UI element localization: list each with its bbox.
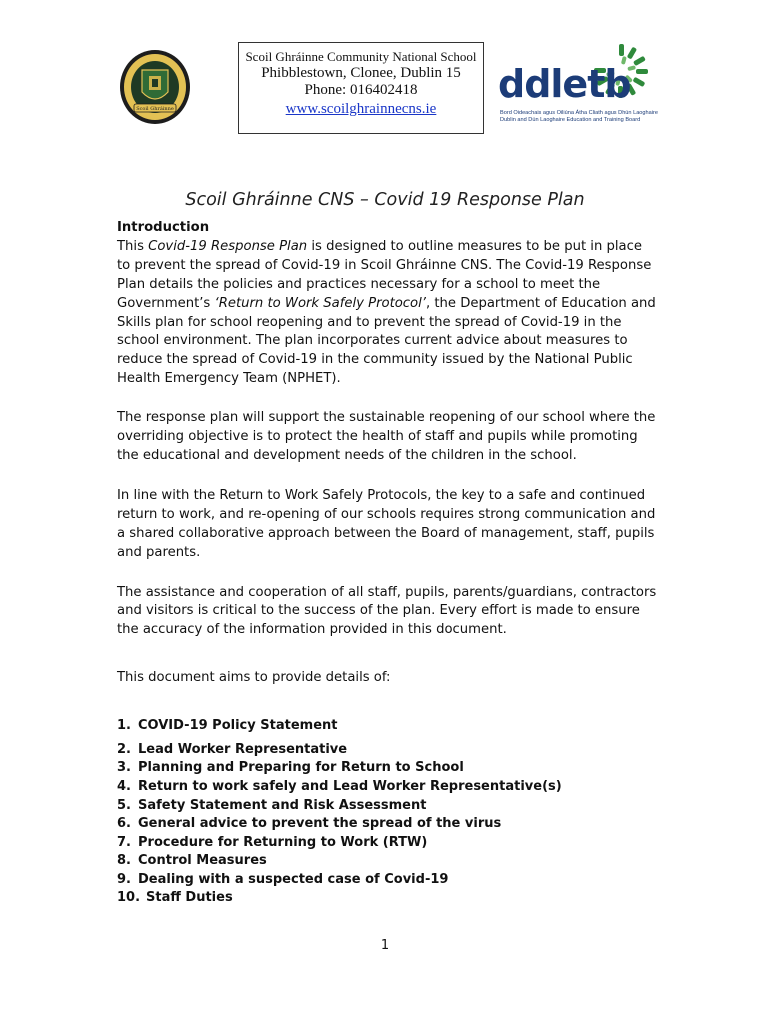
aims-list-item: 6. General advice to prevent the spread of the virus bbox=[117, 816, 502, 832]
school-website-link[interactable]: www.scoilghrainnecns.ie bbox=[285, 101, 437, 117]
intro-paragraph-4: The assistance and cooperation of all staff, pupils, parents/guardians, contractors and visitors is critical to the success of the plan. Every effort is made to ensure the accuracy of the information provided in this document. bbox=[117, 584, 657, 638]
aims-list-item: 1. COVID-19 Policy Statement bbox=[117, 718, 338, 734]
school-name: Scoil Ghráinne Community National School bbox=[245, 49, 477, 64]
etb-subtitle-irish: Bord Oideachais agus Oiliúna Átha Cliath agus Dhún Laoghaire bbox=[500, 110, 658, 116]
intro-paragraph-3: In line with the Return to Work Safely Protocols, the key to a safe and continued return to work, and re-opening of our schools requires strong communication and a shared collaborative approach between the Board of management, staff, pupils and parents. bbox=[117, 487, 656, 560]
document-body bbox=[117, 219, 657, 908]
school-address: Phibblestown, Clonee, Dublin 15 bbox=[261, 65, 461, 81]
crest-label: Scoil Ghráinne bbox=[136, 106, 174, 112]
school-phone: Phone: 016402418 bbox=[304, 82, 418, 98]
aims-list-item: 10. Staff Duties bbox=[117, 890, 233, 906]
ddletb-logo bbox=[496, 40, 658, 130]
aims-list-item: 8. Control Measures bbox=[117, 853, 267, 869]
intro-paragraph-2: The response plan will support the sustainable reopening of our school where the overriding objective is to protect the health of staff and pupils while promoting the educational and development needs of the children in the school. bbox=[117, 410, 656, 463]
school-address-box bbox=[238, 42, 484, 134]
etb-subtitle-english: Dublin and Dún Laoghaire Education and Training Board bbox=[500, 117, 641, 123]
aims-list-item: 3. Planning and Preparing for Return to School bbox=[117, 760, 464, 776]
aims-list-item: 4. Return to work safely and Lead Worker Representative(s) bbox=[117, 778, 562, 794]
intro-paragraph-1: This Covid-19 Response Plan is designed to outline measures to be put in place to prevent the spread of Covid-19 in Scoil Ghráinne CNS. The Covid-19 Response Plan details the policies and practices necessary for a school to meet the Government’s ‘Return to Work Safely Protocol’, the Department of Education and Skills plan for school reopening and to prevent the spread of Covid-19 in the school environment. The plan incorporates current advice about measures to reduce the spread of Covid-19 in the community issued by the National Public Health Emergency Team (NPHET). bbox=[117, 238, 656, 387]
aims-list-item: 2. Lead Worker Representative bbox=[117, 741, 348, 757]
intro-heading: Introduction bbox=[117, 220, 210, 235]
page-number: 1 bbox=[380, 938, 390, 953]
aims-list-item: 7. Procedure for Returning to Work (RTW) bbox=[117, 834, 428, 850]
intro-paragraph-5: This document aims to provide details of: bbox=[117, 670, 391, 686]
school-crest-logo bbox=[118, 48, 192, 126]
document-title: Scoil Ghráinne CNS – Covid 19 Response Plan bbox=[185, 190, 585, 210]
etb-logo-text: ddletb bbox=[498, 62, 631, 106]
aims-list bbox=[117, 717, 657, 908]
aims-list-item: 9. Dealing with a suspected case of Covid-19 bbox=[117, 871, 449, 887]
etb-subtitle bbox=[500, 110, 658, 124]
aims-list-item: 5. Safety Statement and Risk Assessment bbox=[117, 797, 427, 813]
